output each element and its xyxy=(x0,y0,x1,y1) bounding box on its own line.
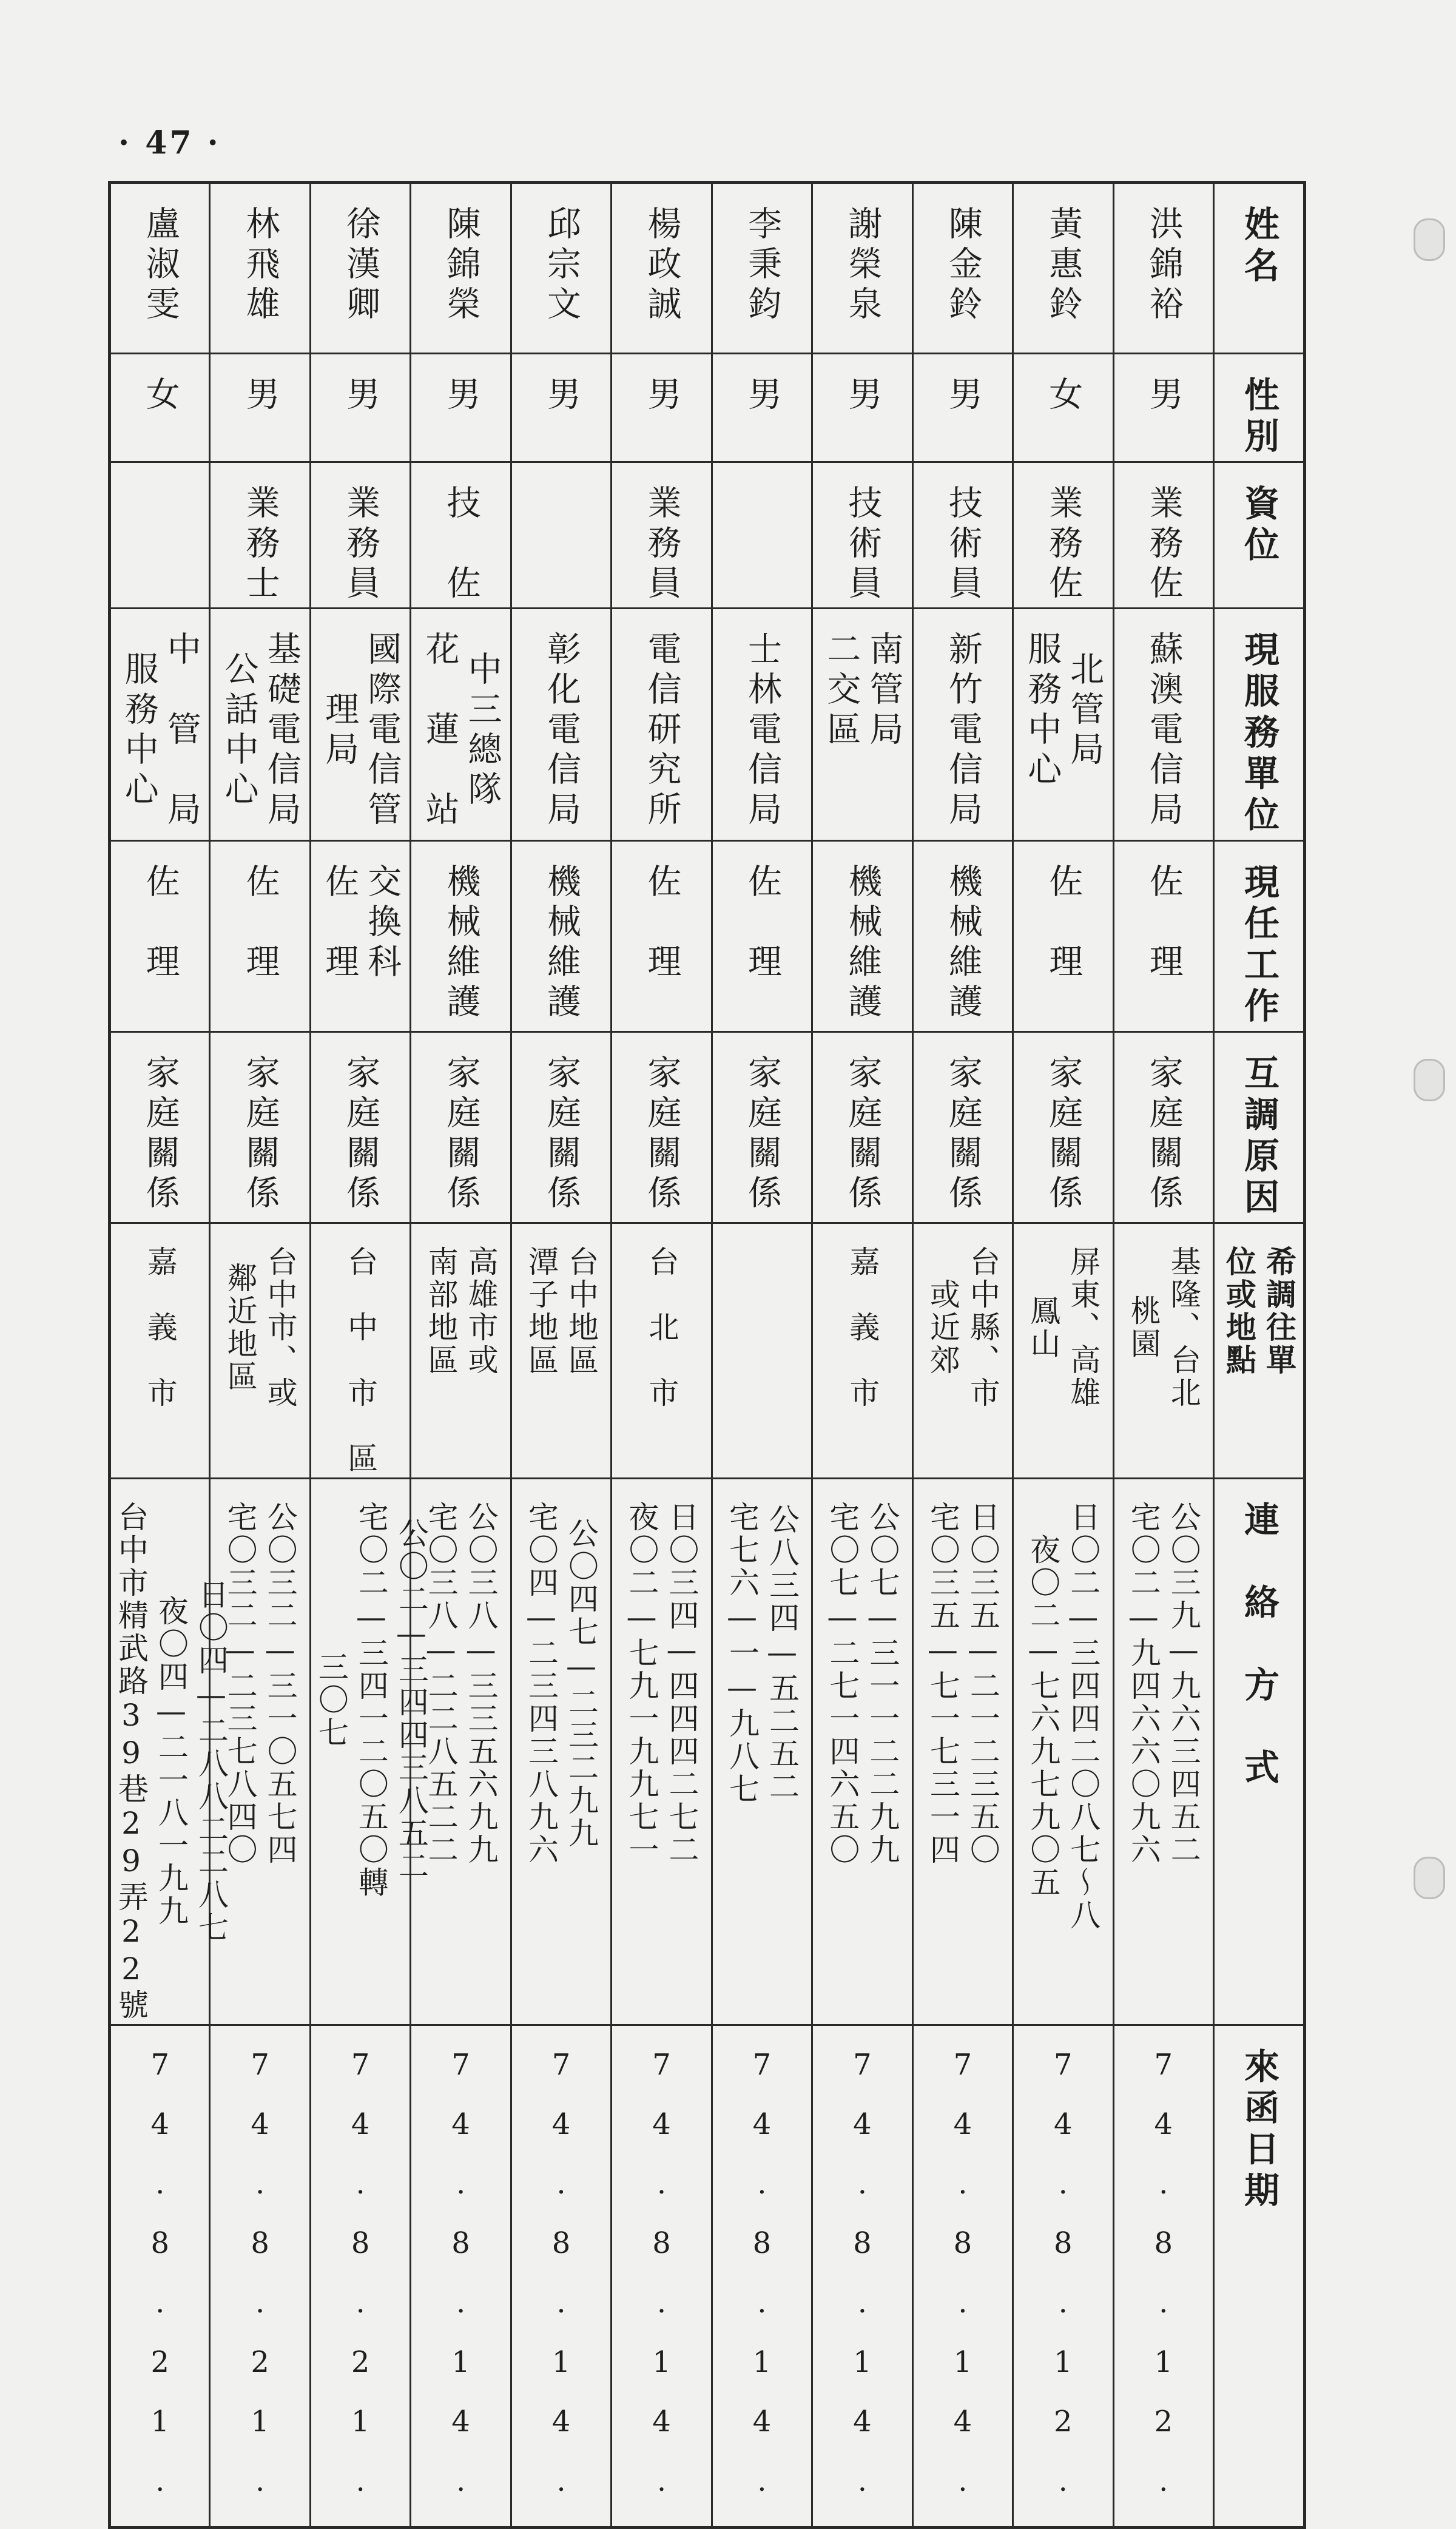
rank-text: 業務員 xyxy=(642,485,682,605)
binder-ring xyxy=(1414,1059,1445,1101)
rank-text: 技術員 xyxy=(843,485,883,605)
cell-gender xyxy=(912,354,1013,462)
unit-text: 彰化電信局 xyxy=(542,631,582,831)
cell-contact xyxy=(1113,1479,1213,2025)
rank-text: 業務員 xyxy=(341,485,381,605)
reason-text: 家庭關係 xyxy=(1043,1055,1084,1215)
cell-reason xyxy=(310,1032,410,1223)
cell-reason xyxy=(511,1032,611,1223)
cell-job xyxy=(612,841,712,1032)
cell-job xyxy=(511,841,611,1032)
cell-job xyxy=(210,841,310,1032)
job-text: 機械維護 xyxy=(943,863,983,1024)
cell-reason xyxy=(210,1032,310,1223)
cell-reason xyxy=(1113,1032,1213,1223)
cell-gender xyxy=(712,354,812,462)
unit-text: 蘇澳電信局 xyxy=(1144,631,1184,831)
gender-text: 男 xyxy=(642,376,682,416)
cell-date xyxy=(612,2025,712,2528)
cell-wish xyxy=(612,1223,712,1479)
binder-ring xyxy=(1414,1857,1445,1899)
header-contact xyxy=(1213,1479,1304,2025)
date-text: 74.8.14. xyxy=(644,2048,679,2524)
cell-reason xyxy=(712,1032,812,1223)
date-text: 74.8.21. xyxy=(343,2048,378,2524)
contact-text: 公〇二—三四四三八五二 宅〇二—三四一二〇五〇轉 三〇七 xyxy=(313,1501,429,1899)
cell-reason xyxy=(110,1032,210,1223)
cell-contact xyxy=(411,1479,511,2025)
cell-reason xyxy=(912,1032,1013,1223)
contact-text: 日〇三四—四四四二七二 夜〇二—七九一九九七一 xyxy=(624,1501,699,1866)
cell-rank xyxy=(310,462,410,609)
unit-text: 電信研究所 xyxy=(642,631,682,831)
cell-unit xyxy=(812,609,912,841)
job-text: 佐 理 xyxy=(1144,863,1184,984)
job-text: 佐 理 xyxy=(1043,863,1084,984)
reason-text: 家庭關係 xyxy=(642,1055,682,1215)
cell-contact xyxy=(1013,1479,1113,2025)
contact-text: 公〇三八—三三五六九九 宅〇三八—二二八五二二 xyxy=(423,1501,499,1866)
field-row-date xyxy=(110,2025,1305,2528)
reason-text: 家庭關係 xyxy=(742,1055,782,1215)
cell-name xyxy=(612,183,712,354)
job-text: 機械維護 xyxy=(441,863,481,1024)
wish-text: 台 北 市 xyxy=(644,1246,679,1410)
date-text: 74.8.14. xyxy=(544,2048,579,2524)
cell-wish xyxy=(1113,1223,1213,1479)
header-label: 連 絡 方 式 xyxy=(1238,1501,1279,1790)
header-label: 性別 xyxy=(1238,376,1279,459)
name-text: 陳金鈴 xyxy=(943,206,983,326)
date-text: 74.8.21. xyxy=(143,2048,177,2524)
date-text: 74.8.14. xyxy=(744,2048,779,2524)
cell-rank xyxy=(511,462,611,609)
cell-date xyxy=(712,2025,812,2528)
name-text: 陳錦榮 xyxy=(441,206,481,326)
gender-text: 男 xyxy=(341,376,381,416)
cell-job xyxy=(812,841,912,1032)
name-text: 楊政誠 xyxy=(642,206,682,326)
cell-wish xyxy=(411,1223,511,1479)
unit-text: 中三總隊 花 蓮 站 xyxy=(420,631,502,831)
date-text: 74.8.12. xyxy=(1146,2048,1181,2524)
wish-text: 嘉 義 市 xyxy=(142,1246,178,1410)
header-job xyxy=(1213,841,1304,1032)
contact-text: 公八三四—五二五二 宅七六—一—九八七 xyxy=(724,1501,800,1806)
cell-rank xyxy=(612,462,712,609)
cell-job xyxy=(110,841,210,1032)
rank-text: 業務佐 xyxy=(1144,485,1184,605)
name-text: 李秉鈞 xyxy=(742,206,782,326)
cell-gender xyxy=(1113,354,1213,462)
cell-name xyxy=(712,183,812,354)
cell-rank xyxy=(1013,462,1113,609)
cell-reason xyxy=(812,1032,912,1223)
date-text: 74.8.14. xyxy=(443,2048,478,2524)
cell-name xyxy=(210,183,310,354)
cell-gender xyxy=(310,354,410,462)
date-text: 74.8.21. xyxy=(243,2048,277,2524)
header-rank xyxy=(1213,462,1304,609)
header-label: 希調往單 位或地點 xyxy=(1221,1246,1297,1377)
job-text: 機械維護 xyxy=(843,863,883,1024)
cell-date xyxy=(411,2025,511,2528)
cell-wish xyxy=(1013,1223,1113,1479)
cell-unit xyxy=(712,609,812,841)
cell-job xyxy=(411,841,511,1032)
wish-text: 台中市、或 鄰近地區 xyxy=(222,1246,298,1410)
cell-unit xyxy=(1113,609,1213,841)
field-row-rank xyxy=(110,462,1305,609)
field-row-wish xyxy=(110,1223,1305,1479)
transfer-roster-table xyxy=(108,181,1306,2529)
unit-text: 基礎電信局 公話中心 xyxy=(219,631,302,831)
cell-gender xyxy=(110,354,210,462)
cell-contact xyxy=(812,1479,912,2025)
cell-gender xyxy=(1013,354,1113,462)
name-text: 邱宗文 xyxy=(542,206,582,326)
cell-name xyxy=(511,183,611,354)
wish-text: 台中縣、市 或近郊 xyxy=(925,1246,1000,1410)
reason-text: 家庭關係 xyxy=(1144,1055,1184,1215)
cell-rank xyxy=(110,462,210,609)
gender-text: 女 xyxy=(140,376,180,416)
cell-gender xyxy=(612,354,712,462)
field-row-job xyxy=(110,841,1305,1032)
contact-text: 公〇三九—九六三四五二 宅〇二—九四六六〇九六 xyxy=(1125,1501,1201,1866)
rank-text: 技 佐 xyxy=(441,485,481,605)
rank-text: 業務士 xyxy=(240,485,280,605)
cell-reason xyxy=(1013,1032,1113,1223)
cell-gender xyxy=(812,354,912,462)
unit-text: 北管局 服務中心 xyxy=(1022,631,1105,791)
header-name xyxy=(1213,183,1304,354)
cell-wish xyxy=(812,1223,912,1479)
reason-text: 家庭關係 xyxy=(843,1055,883,1215)
job-text: 交換科 佐 理 xyxy=(320,863,402,984)
unit-text: 國際電信管 理局 xyxy=(320,631,402,831)
unit-text: 新竹電信局 xyxy=(943,631,983,831)
header-label: 資位 xyxy=(1238,485,1279,567)
field-row-unit xyxy=(110,609,1305,841)
rank-text: 技術員 xyxy=(943,485,983,605)
wish-text: 台 中 市 區 xyxy=(343,1246,379,1475)
cell-gender xyxy=(411,354,511,462)
cell-rank xyxy=(712,462,812,609)
cell-contact xyxy=(110,1479,229,2025)
cell-contact xyxy=(511,1479,611,2025)
cell-date xyxy=(912,2025,1013,2528)
cell-contact xyxy=(612,1479,712,2025)
field-row-reason xyxy=(110,1032,1305,1223)
cell-name xyxy=(1013,183,1113,354)
cell-rank xyxy=(210,462,310,609)
name-text: 徐漢卿 xyxy=(341,206,381,326)
gender-text: 男 xyxy=(240,376,280,416)
header-label: 姓名 xyxy=(1238,206,1279,288)
name-text: 黃惠鈴 xyxy=(1043,206,1084,326)
binder-ring xyxy=(1414,218,1445,261)
cell-reason xyxy=(612,1032,712,1223)
reason-text: 家庭關係 xyxy=(542,1055,582,1215)
cell-wish xyxy=(912,1223,1013,1479)
gender-text: 男 xyxy=(441,376,481,416)
cell-wish xyxy=(110,1223,210,1479)
cell-date xyxy=(110,2025,210,2528)
cell-date xyxy=(511,2025,611,2528)
contact-text: 日〇二—三四四二〇八七～八 夜〇二—七六九七九〇五 xyxy=(1025,1501,1101,1932)
contact-text: 日〇三五—二一二三五〇 宅〇三五—七一七三一四 xyxy=(925,1501,1000,1866)
cell-unit xyxy=(411,609,511,841)
cell-unit xyxy=(310,609,410,841)
wish-text: 基隆、台北 桃園 xyxy=(1125,1246,1201,1410)
contact-text: 公〇三二—三一〇五七四 宅〇三二—二三七八四〇 xyxy=(222,1501,298,1866)
wish-text: 台中地區 潭子地區 xyxy=(524,1246,599,1377)
cell-date xyxy=(812,2025,912,2528)
gender-text: 男 xyxy=(542,376,582,416)
header-unit xyxy=(1213,609,1304,841)
cell-wish xyxy=(511,1223,611,1479)
contact-text: 公〇四七—二三二九九 宅〇四—二三四三八九六 xyxy=(524,1501,599,1866)
cell-wish xyxy=(210,1223,310,1479)
cell-gender xyxy=(511,354,611,462)
wish-text: 高雄市或 南部地區 xyxy=(423,1246,499,1377)
cell-reason xyxy=(411,1032,511,1223)
cell-name xyxy=(1113,183,1213,354)
gender-text: 男 xyxy=(843,376,883,416)
date-text: 74.8.14. xyxy=(945,2048,980,2524)
job-text: 機械維護 xyxy=(542,863,582,1024)
cell-unit xyxy=(511,609,611,841)
unit-text: 中 管 局 服務中心 xyxy=(119,631,201,831)
gender-text: 男 xyxy=(943,376,983,416)
contact-text: 日〇四—二八八二二八七 夜〇四—二一八一九九 台中市精武路39巷29弄22號 xyxy=(113,1501,229,2022)
gender-text: 男 xyxy=(1144,376,1184,416)
header-reason xyxy=(1213,1032,1304,1223)
name-text: 謝榮泉 xyxy=(843,206,883,326)
unit-text: 士林電信局 xyxy=(742,631,782,831)
job-text: 佐 理 xyxy=(642,863,682,984)
wish-text: 嘉 義 市 xyxy=(844,1246,880,1410)
header-wish xyxy=(1213,1223,1304,1479)
cell-rank xyxy=(912,462,1013,609)
cell-unit xyxy=(210,609,310,841)
field-row-name xyxy=(110,183,1305,354)
cell-job xyxy=(712,841,812,1032)
header-label: 來函日期 xyxy=(1238,2048,1279,2213)
header-gender xyxy=(1213,354,1304,462)
date-text: 74.8.12. xyxy=(1046,2048,1080,2524)
cell-contact xyxy=(912,1479,1013,2025)
header-label: 互調原因 xyxy=(1238,1055,1279,1220)
cell-unit xyxy=(912,609,1013,841)
gender-text: 男 xyxy=(742,376,782,416)
cell-wish xyxy=(712,1223,812,1479)
reason-text: 家庭關係 xyxy=(943,1055,983,1215)
name-text: 林飛雄 xyxy=(240,206,280,326)
cell-contact xyxy=(310,1479,429,2025)
cell-name xyxy=(411,183,511,354)
wish-text: 屏東、高雄 鳳山 xyxy=(1025,1246,1101,1410)
field-row-contact xyxy=(110,1479,1305,2025)
reason-text: 家庭關係 xyxy=(140,1055,180,1215)
gender-text: 女 xyxy=(1043,376,1084,416)
cell-date xyxy=(210,2025,310,2528)
date-text: 74.8.14. xyxy=(845,2048,880,2524)
job-text: 佐 理 xyxy=(140,863,180,984)
name-text: 盧淑雯 xyxy=(140,206,180,326)
cell-date xyxy=(310,2025,410,2528)
cell-wish xyxy=(310,1223,410,1479)
field-row-gender xyxy=(110,354,1305,462)
cell-unit xyxy=(110,609,210,841)
cell-job xyxy=(1013,841,1113,1032)
cell-unit xyxy=(1013,609,1113,841)
cell-unit xyxy=(612,609,712,841)
job-text: 佐 理 xyxy=(240,863,280,984)
rank-text: 業務佐 xyxy=(1043,485,1084,605)
cell-name xyxy=(812,183,912,354)
cell-job xyxy=(1113,841,1213,1032)
cell-name xyxy=(912,183,1013,354)
name-text: 洪錦裕 xyxy=(1144,206,1184,326)
cell-rank xyxy=(812,462,912,609)
header-label: 現任工作 xyxy=(1238,863,1279,1028)
cell-date xyxy=(1013,2025,1113,2528)
page-number: · 47 · xyxy=(118,124,221,161)
cell-contact xyxy=(712,1479,812,2025)
cell-name xyxy=(110,183,210,354)
job-text: 佐 理 xyxy=(742,863,782,984)
cell-job xyxy=(310,841,410,1032)
cell-gender xyxy=(210,354,310,462)
cell-rank xyxy=(411,462,511,609)
header-label: 現服務單位 xyxy=(1238,631,1279,837)
cell-name xyxy=(310,183,410,354)
reason-text: 家庭關係 xyxy=(341,1055,381,1215)
header-date xyxy=(1213,2025,1304,2528)
reason-text: 家庭關係 xyxy=(240,1055,280,1215)
cell-date xyxy=(1113,2025,1213,2528)
cell-rank xyxy=(1113,462,1213,609)
unit-text: 南管局 二交區 xyxy=(821,631,904,751)
cell-job xyxy=(912,841,1013,1032)
contact-text: 公〇七—三一一二二九九 宅〇七—二七一四六五〇 xyxy=(824,1501,900,1866)
reason-text: 家庭關係 xyxy=(441,1055,481,1215)
